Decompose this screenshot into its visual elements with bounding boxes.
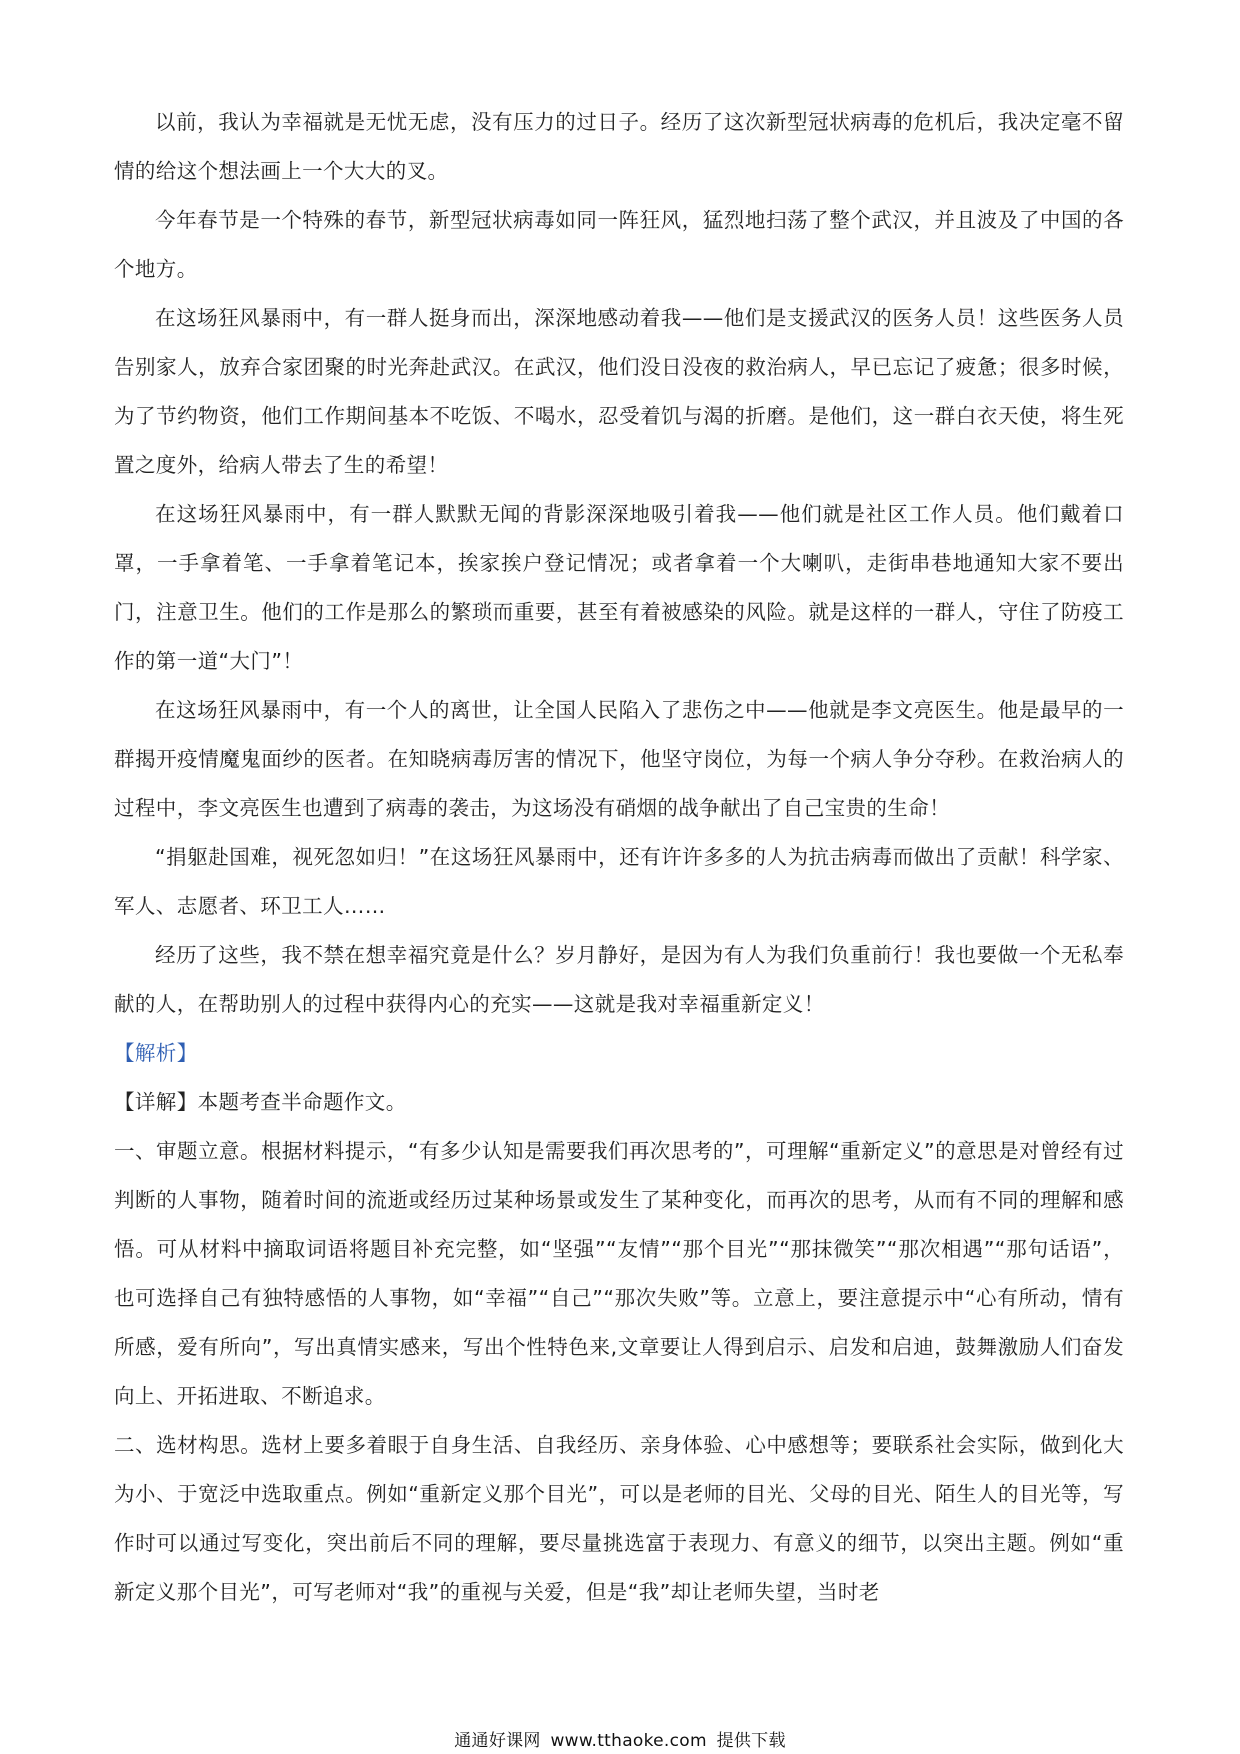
essay-paragraph-4: 在这场狂风暴雨中，有一群人默默无闻的背影深深地吸引着我——他们就是社区工作人员。他们戴着口罩，一手拿着笔、一手拿着笔记本，挨家挨户登记情况；或者拿着一个大喇叭，走街串巷地通知大家不要出门，注意卫生。他们的工作是那么的繁琐而重要，甚至有着被感染的风险。就是这样的一群人，守住了防疫工作的第一道“大门”！	[114, 502, 1124, 673]
essay-paragraph-6: “捐躯赴国难，视死忽如归！”在这场狂风暴雨中，还有许许多多的人为抗击病毒而做出了贡献！科学家、军人、志愿者、环卫工人……	[114, 845, 1124, 918]
page-footer	[0, 1726, 1240, 1751]
essay-paragraph-3: 在这场狂风暴雨中，有一群人挺身而出，深深地感动着我——他们是支援武汉的医务人员！这些医务人员告别家人，放弃合家团聚的时光奔赴武汉。在武汉，他们没日没夜的救治病人，早已忘记了疲惫；很多时候，为了节约物资，他们工作期间基本不吃饭、不喝水，忍受着饥与渴的折磨。是他们，这一群白衣天使，将生死置之度外，给病人带去了生的希望！	[114, 306, 1124, 477]
document-content	[114, 98, 1124, 1617]
footer-site-name: 通通好课网	[454, 1731, 541, 1751]
analysis-section-2: 二、选材构思。选材上要多着眼于自身生活、自我经历、亲身体验、心中感想等；要联系社会实际，做到化大为小、于宽泛中选取重点。例如“重新定义那个目光”，可以是老师的目光、父母的目光、陌生人的目光等，写作时可以通过写变化，突出前后不同的理解，要尽量挑选富于表现力、有意义的细节，以突出主题。例如“重新定义那个目光”，可写老师对“我”的重视与关爱，但是“我”却让老师失望，当时老	[114, 1433, 1124, 1604]
essay-paragraph-2: 今年春节是一个特殊的春节，新型冠状病毒如同一阵狂风，猛烈地扫荡了整个武汉，并且波及了中国的各个地方。	[114, 208, 1124, 281]
footer-suffix: 提供下载	[716, 1731, 786, 1751]
analysis-label: 【解析】	[114, 1041, 198, 1065]
analysis-detail: 【详解】本题考查半命题作文。	[114, 1090, 407, 1114]
essay-body	[114, 98, 1124, 1029]
analysis-section-1: 一、审题立意。根据材料提示，“有多少认知是需要我们再次思考的”，可理解“重新定义”的意思是对曾经有过判断的人事物，随着时间的流逝或经历过某种场景或发生了某种变化，而再次的思考，从而有不同的理解和感悟。可从材料中摘取词语将题目补充完整，如“坚强”“友情”“那个目光”“那抹微笑”“那次相遇”“那句话语”，也可选择自己有独特感悟的人事物，如“幸福”“自己”“那次失败”等。立意上，要注意提示中“心有所动，情有所感，爱有所向”，写出真情实感来，写出个性特色来,文章要让人得到启示、启发和启迪，鼓舞激励人们奋发向上、开拓进取、不断追求。	[114, 1139, 1124, 1408]
essay-paragraph-1: 以前，我认为幸福就是无忧无虑，没有压力的过日子。经历了这次新型冠状病毒的危机后，我决定毫不留情的给这个想法画上一个大大的叉。	[114, 110, 1124, 183]
essay-paragraph-7: 经历了这些，我不禁在想幸福究竟是什么？岁月静好，是因为有人为我们负重前行！我也要做一个无私奉献的人，在帮助别人的过程中获得内心的充实——这就是我对幸福重新定义！	[114, 943, 1124, 1016]
essay-paragraph-5: 在这场狂风暴雨中，有一个人的离世，让全国人民陷入了悲伤之中——他就是李文亮医生。他是最早的一群揭开疫情魔鬼面纱的医者。在知晓病毒厉害的情况下，他坚守岗位，为每一个病人争分夺秒。在救治病人的过程中，李文亮医生也遭到了病毒的袭击，为这场没有硝烟的战争献出了自己宝贵的生命！	[114, 698, 1124, 820]
footer-url[interactable]: www.tthaoke.com	[550, 1731, 707, 1751]
analysis-section	[114, 1029, 1124, 1617]
